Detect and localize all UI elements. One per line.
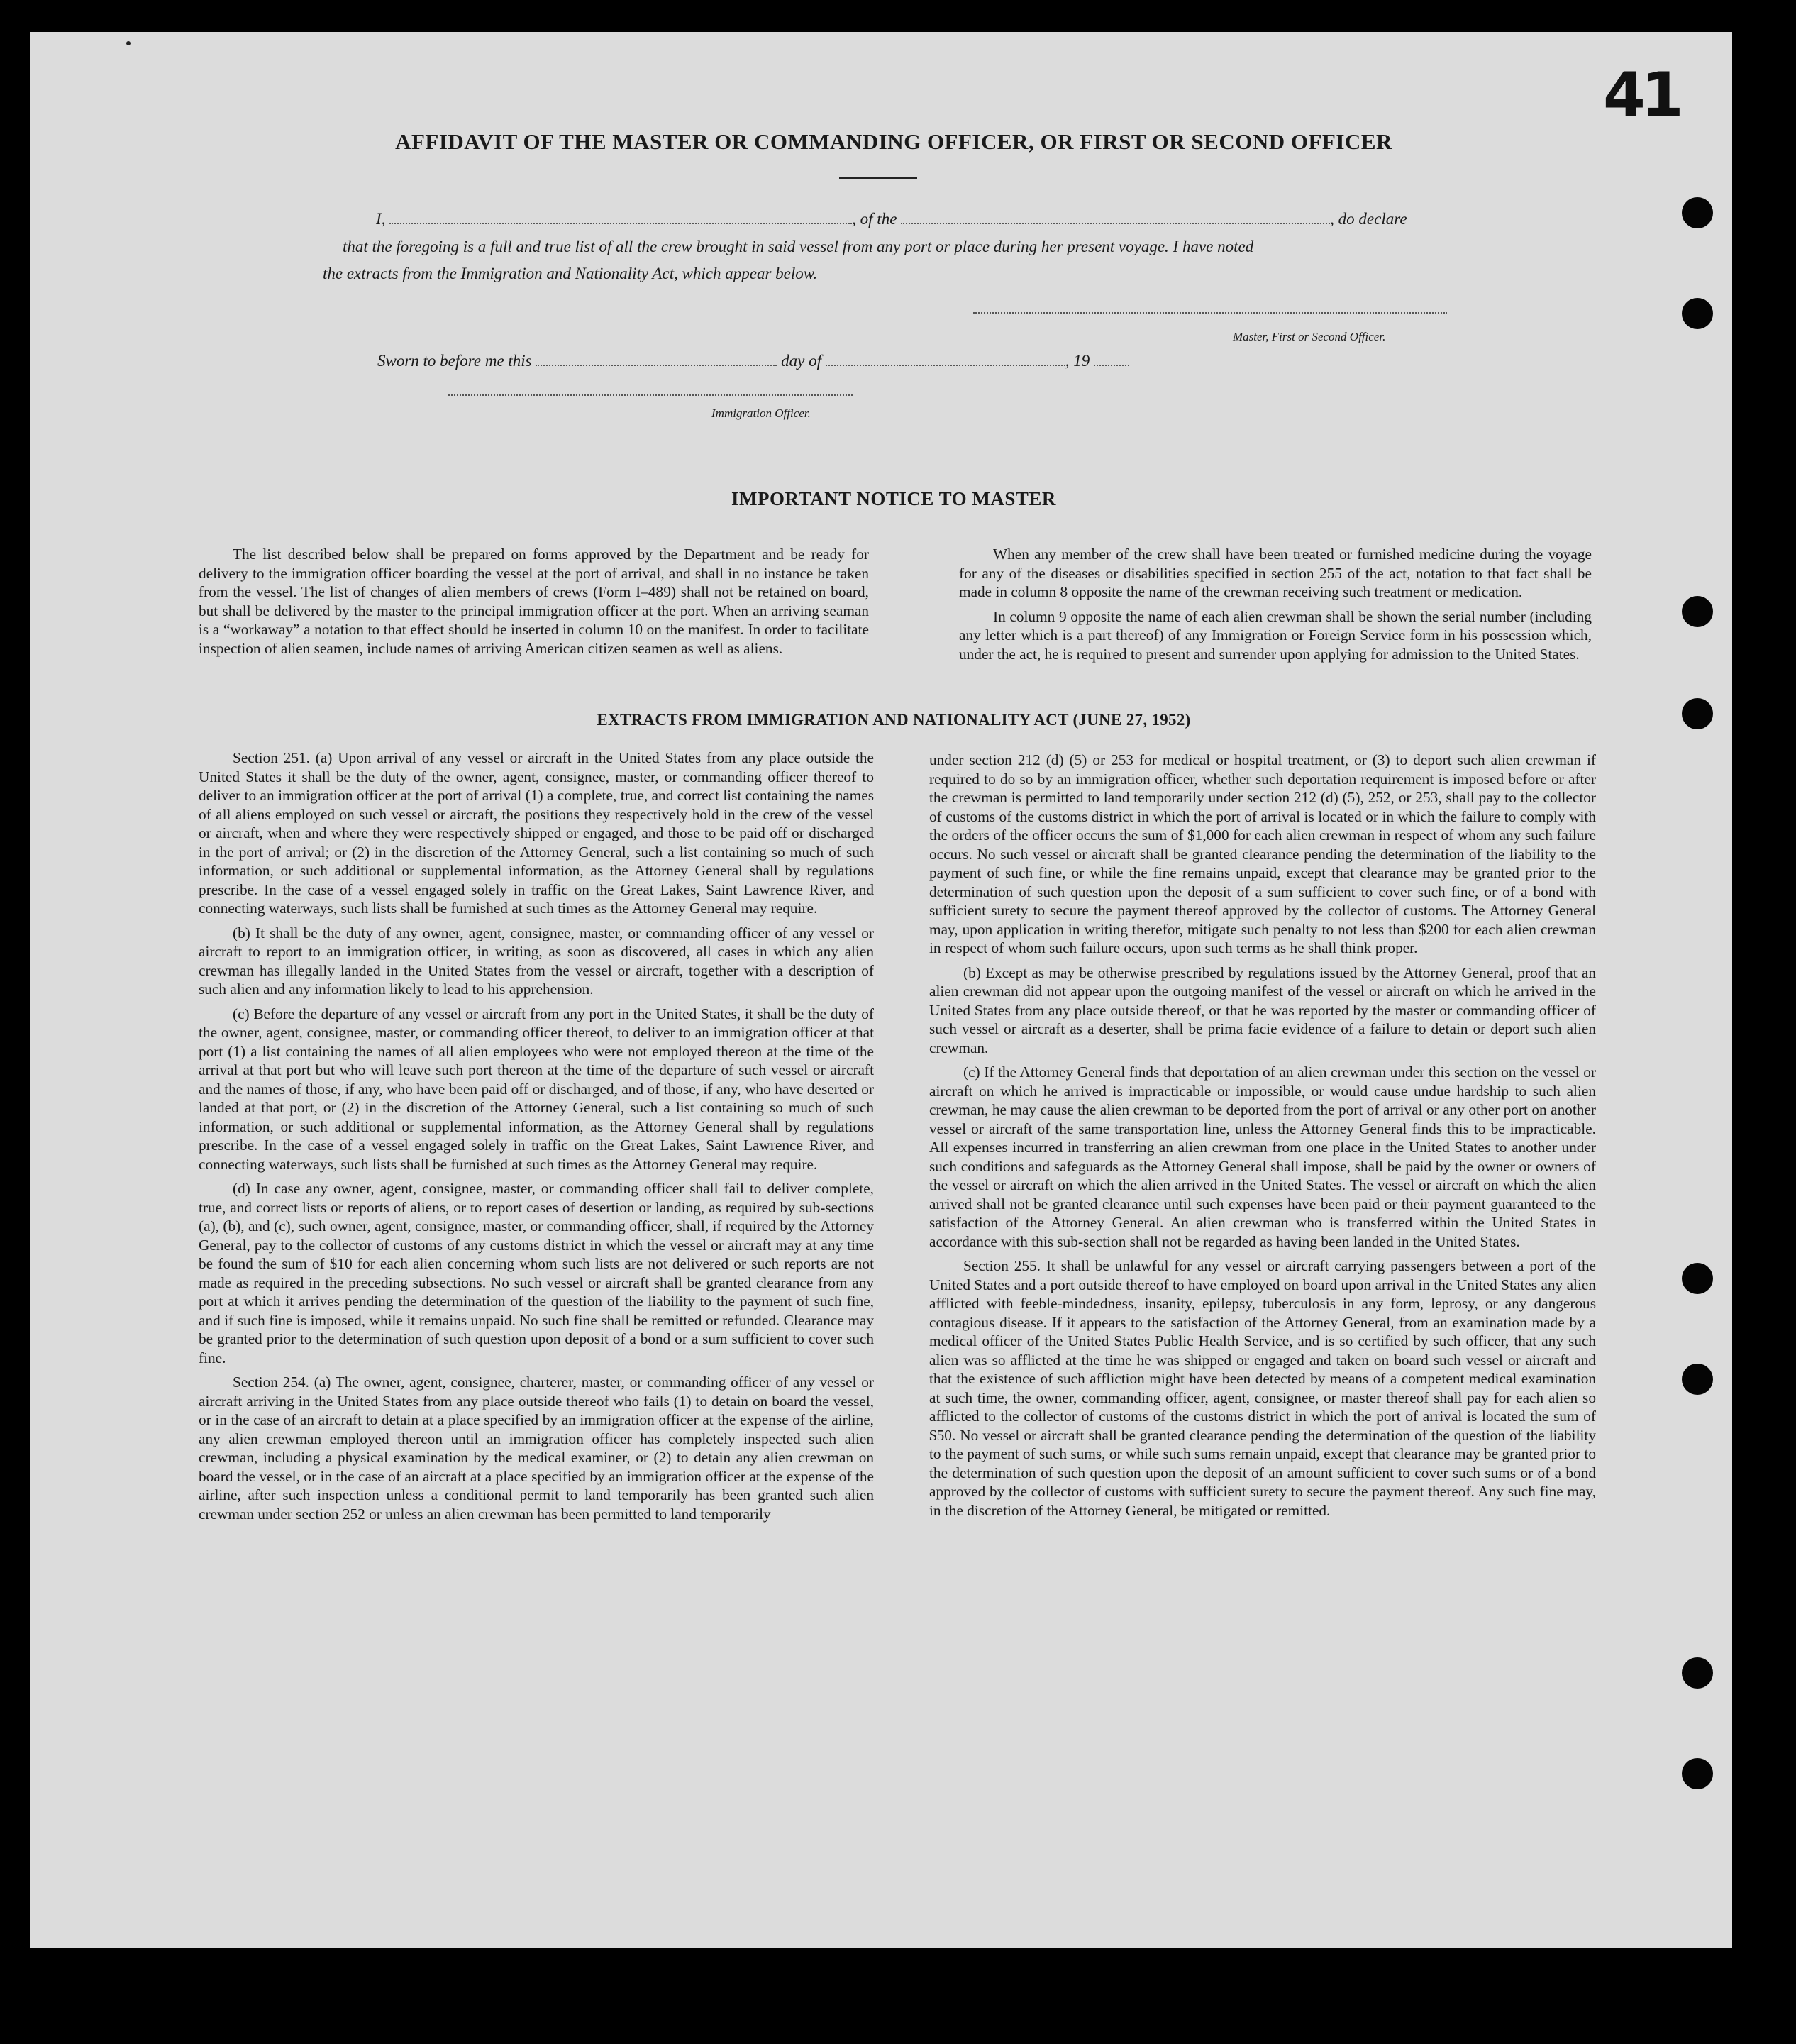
master-signature-line[interactable]: [973, 312, 1447, 314]
section-254-b: (b) Except as may be otherwise prescribed by regulations issued by the Attorney General, proof that an alien crewman did not appear upon the outgoing manifest of the vessel or aircraft on which he arrived in the United States from any place outside thereof, or that he was reported by the master or commanding officer of such vessel or aircraft as a deserter, shall be prima facie evidence of a failure to detain or deport such alien crewman.: [929, 963, 1596, 1056]
declaration-line-2: that the foregoing is a full and true list of all the crew brought in said vessel from any port or place during her present voyage. I have noted: [343, 238, 1254, 255]
name-field[interactable]: [389, 210, 852, 224]
section-251-b: (b) It shall be the duty of any owner, agent, consignee, master, or commanding officer of any vessel or aircraft to report to an immigration officer, in writing, as soon as discovered, all cases in which any alien crewman has illegally landed in the United States from the vessel or aircraft, together with a description of such alien and any information likely to lead to his apprehension.: [199, 924, 874, 998]
punch-hole: [1682, 596, 1713, 627]
title-rule: [839, 177, 917, 179]
officer-caption: Immigration Officer.: [711, 407, 811, 420]
extracts-title: EXTRACTS FROM IMMIGRATION AND NATIONALITY ACT (JUNE 27, 1952): [597, 711, 1191, 729]
declare-of-the: , of the: [852, 210, 897, 228]
notice-paragraph: In column 9 opposite the name of each alien crewman shall be shown the serial number (including any letter which is a part thereof) of any Immigration or Foreign Service form in his possession which, under the act, he is required to present and surrender upon applying for admission to the United States.: [959, 607, 1592, 663]
day-of-label: day of: [781, 352, 821, 370]
punch-hole: [1682, 1364, 1713, 1395]
declare-i: I,: [376, 210, 386, 228]
declare-do-declare: , do declare: [1330, 210, 1407, 228]
notice-title: IMPORTANT NOTICE TO MASTER: [731, 488, 1056, 509]
punch-hole: [1682, 698, 1713, 729]
notice-right-column: [959, 545, 1592, 669]
section-255: Section 255. It shall be unlawful for any vessel or aircraft carrying passengers between a port of the United States and a port outside thereof to have employed on board upon arrival in the United States any alien afflicted with feeble-mindedness, insanity, epilepsy, tuberculosis in any form, leprosy, or any dangerous contagious disease. If it appears to the satisfaction of the Attorney General, from an examination made by a medical officer of the United States Public Health Service, and is so certified by such officer, that any such alien was so afflicted at the time he was shipped or engaged and taken on board such vessel or aircraft and that the existence of such affliction might have been detected by means of a competent medical examination at such time, the owner, commanding officer, agent, consignee, or master thereof shall pay for each alien so afflicted to the collector of customs of the customs district in which the port of arrival is located the sum of $50. No vessel or aircraft shall be granted clearance pending the determination of the question of the liability to the payment of such sums, or while such sums remain unpaid, except that clearance may be granted prior to the determination of such question upon the deposit of an amount sufficient to cover such sums or of a bond approved by the collector of customs with sufficient surety to secure the payment thereof. Any such fine may, in the discretion of the Attorney General, be mitigated or remitted.: [929, 1257, 1596, 1519]
declaration-line-1: [376, 210, 1407, 228]
punch-hole: [1682, 197, 1713, 228]
sworn-to-label: Sworn to before me this: [377, 352, 532, 370]
section-251-c: (c) Before the departure of any vessel or aircraft from any port in the United States, it shall be the duty of the owner, agent, consignee, master, or commanding officer thereof, to deliver to an immigration officer at that port (1) a list containing the names of all alien employees who were not employed thereon at the time of the arrival at that port but who will leave such port thereon at the time of the departure of such vessel or aircraft and the names of those, if any, who have been paid off or discharged, and of those, if any, who have deserted or landed at that port, or (2) in the discretion of the Attorney General, such a list containing so much of such information, or such additional or supplemental information, as the Attorney General shall by regulations prescribe. In the case of a vessel engaged solely in traffic on the Great Lakes, Saint Lawrence River, and connecting waterways, such lists shall be furnished at such times as the Attorney General may require.: [199, 1005, 874, 1173]
section-254-a: Section 254. (a) The owner, agent, consignee, charterer, master, or commanding officer of any vessel or aircraft arriving in the United States from any place outside thereof who fails (1) to detain on board the vessel, or in the case of an aircraft to detain at a place specified by an immigration officer at the expense of the airline, any alien crewman employed thereon until an immigration officer has completely inspected such alien crewman, including a physical examination by the medical examiner, or (2) to detain any alien crewman on board the vessel, or in the case of an aircraft at a place specified by an immigration officer at the expense of the airline, after such inspection unless a conditional permit to land temporarily has been granted such alien crewman under section 252 or unless an alien crewman has been permitted to land temporarily: [199, 1374, 874, 1523]
extracts-left-column: [199, 748, 874, 1529]
sworn-line: [377, 352, 1129, 370]
affidavit-title: AFFIDAVIT OF THE MASTER OR COMMANDING OFFICER, OR FIRST OR SECOND OFFICER: [395, 129, 1392, 154]
sworn-month-field[interactable]: [826, 352, 1065, 366]
notice-paragraph: When any member of the crew shall have been treated or furnished medicine during the voyage for any of the diseases or disabilities specified in section 255 of the act, notation to that fact shall be made in column 8 opposite the name of the crewman receiving such treatment or medication.: [959, 546, 1592, 600]
punch-hole: [1682, 298, 1713, 329]
officer-signature-line[interactable]: [448, 394, 853, 396]
punch-hole: [1682, 1758, 1713, 1789]
sworn-day-field[interactable]: [536, 352, 777, 366]
section-251-d: (d) In case any owner, agent, consignee, master, or commanding officer shall fail to deliver complete, true, and correct lists or reports of aliens, or to report cases of desertion or landing, as required by sub-sections (a), (b), and (c), such owner, agent, consignee, master, or commanding officer, shall, if required by the Attorney General, pay to the collector of customs of any customs district in which the vessel or aircraft may at any time be found the sum of $10 for each alien concerning whom such lists are not delivered or such reports are not made as required in the preceding subsections. No such vessel or aircraft shall be granted clearance from any port at which it arrives pending the determination of the question of the liability to the payment of such fine, and if such fine is imposed, while it remains unpaid. No such fine shall be remitted or refunded. Clearance may be granted prior to the determination of such question upon deposit of a bond or a sum sufficient to cover such fine.: [199, 1180, 874, 1366]
scan-speck: [126, 41, 131, 45]
page-number-mark: 41: [1603, 60, 1680, 131]
punch-hole: [1682, 1657, 1713, 1689]
section-254-a-continued: under section 212 (d) (5) or 253 for medical or hospital treatment, or (3) to deport such alien crewman if required to do so by an immigration officer, whether such deportation requirement is imposed before or after the crewman is permitted to land temporarily under section 212 (d) (5), 252, or 253, shall pay to the collector of customs of the customs district in which the port of arrival is located or in which the failure to comply with the orders of the officer occurs the sum of $1,000 for each alien crewman in respect of whom any such failure occurs. No such vessel or aircraft shall be granted clearance pending the determination of the liability to the payment of such fine, or while the fine remains unpaid, except that clearance may be granted prior to the determination of such question upon the deposit of a sum sufficient to cover such fine, or of a bond with sufficient surety to secure the payment thereof approved by the collector of customs. The Attorney General may, upon application in writing therefor, mitigate such penalty to not less than $200 for each alien crewman in respect of whom such failure occurs, upon such terms as he shall think proper.: [929, 751, 1596, 956]
year-label: , 19: [1065, 352, 1090, 370]
section-254-c: (c) If the Attorney General finds that deportation of an alien crewman under this section on the vessel or aircraft on which he arrived is impracticable or impossible, or would cause undue hardship to such alien crewman, he may cause the alien crewman to be deported from the port of arrival or any other port on another vessel or aircraft of the same transportation line, unless the Attorney General finds this to be impracticable. All expenses incurred in transferring an alien crewman from one place in the United States to another under such conditions and safeguards as the Attorney General shall impose, shall be paid by the owner or owners of the vessel or aircraft on which the alien arrived in the United States. The vessel or aircraft on which the alien arrived shall not be granted clearance until such expenses have been paid or their payment guaranteed to the satisfaction of the Attorney General. An alien crewman who is transferred within the United States in accordance with this sub-section shall not be regarded as having been landed in the United States.: [929, 1064, 1596, 1250]
notice-left-column: [199, 545, 869, 663]
declaration-line-3: the extracts from the Immigration and Nationality Act, which appear below.: [323, 265, 818, 282]
extracts-right-column: [929, 751, 1596, 1525]
section-251-a: Section 251. (a) Upon arrival of any vessel or aircraft in the United States from any place outside the United States it shall be the duty of the owner, agent, consignee, master, or commanding officer thereof to deliver to an immigration officer at the port of arrival (1) a complete, true, and correct list containing the names of all aliens employed on such vessel or aircraft, the positions they respectively hold in the crew of the vessel or aircraft, when and where they were respectively shipped or engaged, and those to be paid off or discharged in the port of arrival; or (2) in the discretion of the Attorney General, such a list containing so much of such information, or such additional or supplemental information, as the Attorney General shall by regulations prescribe. In the case of a vessel engaged solely in traffic on the Great Lakes, Saint Lawrence River, and connecting waterways, such lists shall be furnished at such times as the Attorney General may require.: [199, 749, 874, 917]
vessel-field[interactable]: [901, 210, 1330, 224]
sworn-year-field[interactable]: [1094, 352, 1129, 366]
master-caption: Master, First or Second Officer.: [1233, 330, 1386, 343]
notice-paragraph: The list described below shall be prepared on forms approved by the Department and be ready for delivery to the immigration officer boarding the vessel at the port of arrival, and shall in no instance be taken from the vessel. The list of changes of alien members of crews (Form I–489) shall not be retained on board, but shall be delivered by the master to the principal immigration officer at the port. When an arriving seaman is a “workaway” a notation to that effect should be inserted in column 10 on the manifest. In order to facilitate inspection of alien seamen, include names of arriving American citizen seamen as well as aliens.: [199, 546, 869, 657]
punch-hole: [1682, 1263, 1713, 1294]
